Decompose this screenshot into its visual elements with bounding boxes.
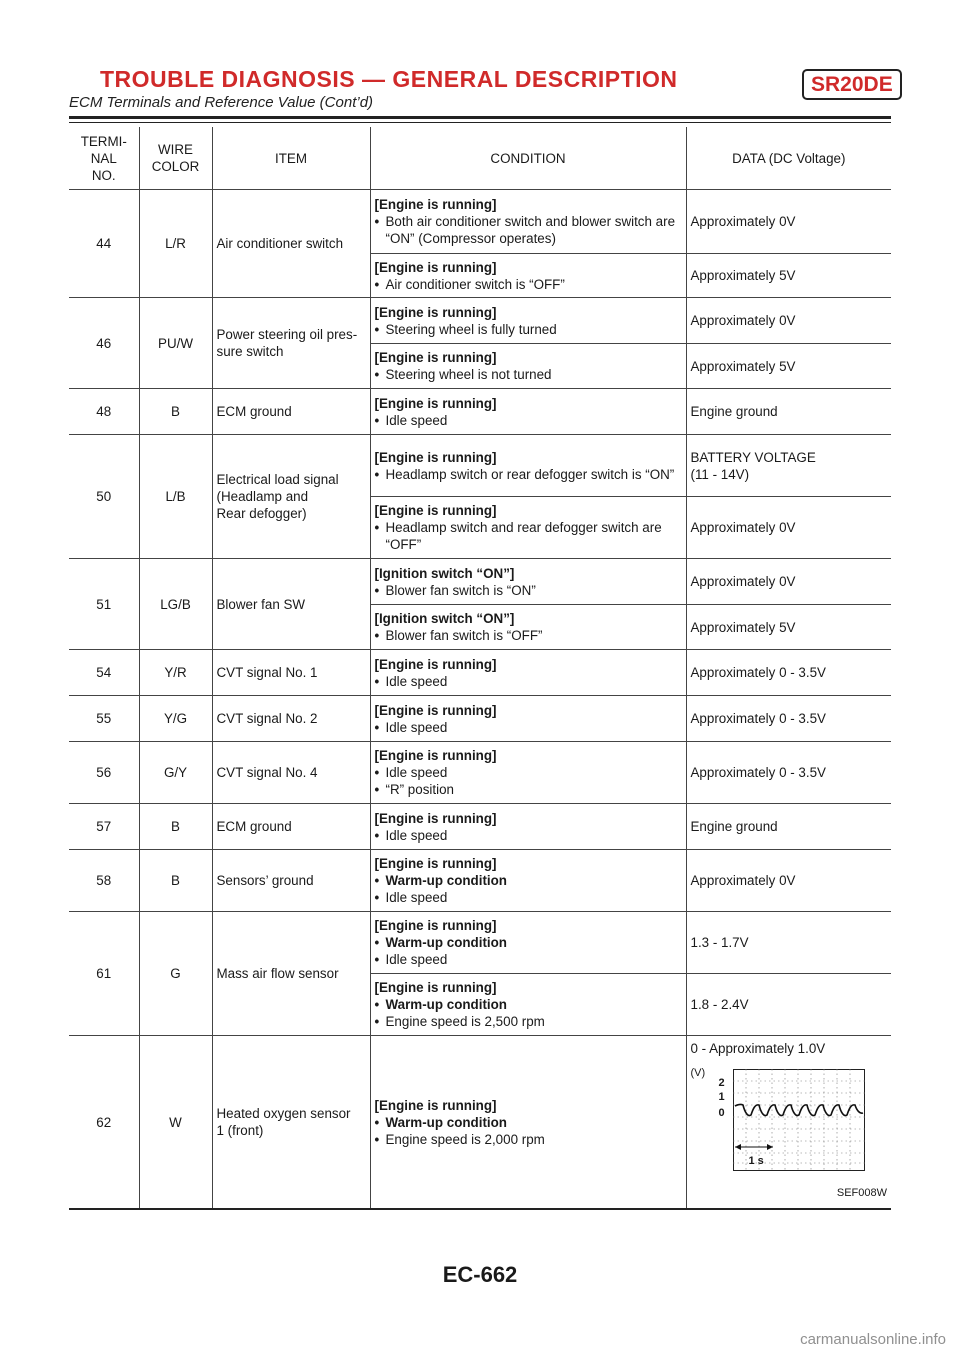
scope-time-label: 1 s [748,1155,764,1167]
item: CVT signal No. 4 [212,742,370,804]
wire-color: Y/G [139,696,212,742]
condition: [Engine is running] • Idle speed [370,389,686,435]
bullet-icon: • [374,673,380,689]
figure-id: SEF008W [836,1187,887,1199]
item: Electrical load signal (Headlamp and Rear defogger) [212,435,370,559]
item: CVT signal No. 1 [212,650,370,696]
terminal-no: 48 [69,389,139,435]
wire-color: G/Y [139,742,212,804]
terminal-no: 54 [69,650,139,696]
terminal-no: 55 [69,696,139,742]
data-value: Approximately 5V [686,344,891,389]
wire-color: L/R [139,190,212,298]
page-title: TROUBLE DIAGNOSIS — GENERAL DESCRIPTION [100,66,678,92]
col-header-terminal: TERMI- NAL NO. [69,127,139,190]
condition: [Engine is running] • Warm-up condition • Idle speed [370,850,686,912]
scope-tick-label: 2 [718,1077,725,1089]
item: Sensors’ ground [212,850,370,912]
table-row [69,389,891,435]
table-row [69,850,891,912]
table-row [69,298,891,344]
terminal-no: 51 [69,559,139,650]
terminal-no: 57 [69,804,139,850]
col-header-wire-color: WIRE COLOR [139,127,212,190]
condition: [Engine is running] • Warm-up condition • Idle speed [370,912,686,974]
data-value: 1.3 - 1.7V [686,912,891,974]
wire-color: L/B [139,435,212,559]
item: Blower fan SW [212,559,370,650]
condition: [Engine is running] • Steering wheel is not turned [370,344,686,389]
table-row [69,559,891,605]
data-value: BATTERY VOLTAGE (11 - 14V) [686,435,891,497]
terminal-no: 56 [69,742,139,804]
bullet-icon: • [374,466,380,482]
bullet-icon: • [374,952,380,967]
bullet-icon: • [374,214,380,229]
bullet-icon: • [374,412,380,428]
item: ECM ground [212,804,370,850]
item: Mass air flow sensor [212,912,370,1036]
terminal-no: 58 [69,850,139,912]
bullet-icon: • [374,1014,380,1029]
condition: [Engine is running] • Idle speed [370,696,686,742]
table-row [69,804,891,850]
ecm-terminal-table [69,127,891,1210]
header-rule [69,116,891,119]
page-number: EC-662 [442,1262,518,1287]
data-value: Engine ground [686,804,891,850]
col-header-data: DATA (DC Voltage) [686,127,891,190]
bullet-icon: • [374,582,380,598]
data-value: Engine ground [686,389,891,435]
terminal-no: 46 [69,298,139,389]
data-value: Approximately 0 - 3.5V [686,650,891,696]
table-row [69,650,891,696]
item: Air conditioner switch [212,190,370,298]
condition: [Engine is running] • Air conditioner switch is “OFF” [370,254,686,298]
section-subtitle: ECM Terminals and Reference Value (Cont’d) [69,94,374,111]
bullet-icon: • [374,1114,380,1130]
bullet-icon: • [374,628,380,643]
bullet-icon: • [374,782,380,797]
table-header-row [69,127,891,190]
col-header-condition: CONDITION [370,127,686,190]
wire-color: B [139,804,212,850]
data-value: Approximately 0V [686,850,891,912]
wire-color: Y/R [139,650,212,696]
table-row [69,912,891,974]
table-row [69,742,891,804]
table-row [69,1036,891,1210]
wire-color: PU/W [139,298,212,389]
wire-color: G [139,912,212,1036]
condition: [Engine is running] • Warm-up condition • Engine speed is 2,500 rpm [370,974,686,1036]
scope-unit-label: (V) [690,1067,706,1079]
bullet-icon: • [374,890,380,905]
terminal-no: 50 [69,435,139,559]
terminal-no: 44 [69,190,139,298]
wire-color: LG/B [139,559,212,650]
bullet-icon: • [374,827,380,843]
data-value: Approximately 5V [686,605,891,650]
bullet-icon: • [374,276,380,292]
wire-color: W [139,1036,212,1210]
bullet-icon: • [374,1131,380,1147]
table-row [69,190,891,254]
scope-tick-label: 1 [718,1091,725,1103]
table-row [69,696,891,742]
item: CVT signal No. 2 [212,696,370,742]
bullet-icon: • [374,935,380,950]
data-value: Approximately 5V [686,254,891,298]
condition: [Engine is running] • Idle speed [370,650,686,696]
bullet-icon: • [374,321,380,337]
condition: [Engine is running] • Headlamp switch or rear defogger switch is “ON” [370,435,686,497]
data-value: Approximately 0 - 3.5V [686,696,891,742]
bullet-icon: • [374,719,380,735]
oscilloscope-waveform [691,1065,888,1177]
condition: [Engine is running] • Warm-up condition • Engine speed is 2,000 rpm [370,1036,686,1210]
wire-color: B [139,850,212,912]
item: Heated oxygen sensor 1 (front) [212,1036,370,1210]
data-value: Approximately 0 - 3.5V [686,742,891,804]
scope-tick-label: 0 [718,1107,725,1119]
table-row [69,435,891,497]
data-value: Approximately 0V [686,559,891,605]
condition: [Engine is running] • Idle speed • “R” position [370,742,686,804]
wire-color: B [139,389,212,435]
data-value: Approximately 0V [686,190,891,254]
data-value: Approximately 0V [686,497,891,559]
item: Power steering oil pres- sure switch [212,298,370,389]
bullet-icon: • [374,520,380,535]
condition: [Engine is running] • Headlamp switch and rear defogger switch are “OFF” [370,497,686,559]
terminal-no: 62 [69,1036,139,1210]
condition: [Engine is running] • Both air conditioner switch and blower switch are “ON” (Compressor operates) [370,190,686,254]
bullet-icon: • [374,873,380,888]
condition: [Ignition switch “ON”] • Blower fan switch is “ON” [370,559,686,605]
engine-badge: SR20DE [802,69,902,100]
col-header-item: ITEM [212,127,370,190]
watermark: carmanualsonline.info [800,1331,946,1348]
data-value: 1.8 - 2.4V [686,974,891,1036]
condition: [Engine is running] • Steering wheel is fully turned [370,298,686,344]
header-rule-thin [69,122,891,123]
data-value: 0 - Approximately 1.0V (V) 2 1 0 1 s SEF008W [686,1036,891,1210]
bullet-icon: • [374,367,380,382]
condition: [Engine is running] • Idle speed [370,804,686,850]
bullet-icon: • [374,997,380,1012]
item: ECM ground [212,389,370,435]
terminal-no: 61 [69,912,139,1036]
condition: [Ignition switch “ON”] • Blower fan switch is “OFF” [370,605,686,650]
bullet-icon: • [374,765,380,780]
data-value: Approximately 0V [686,298,891,344]
